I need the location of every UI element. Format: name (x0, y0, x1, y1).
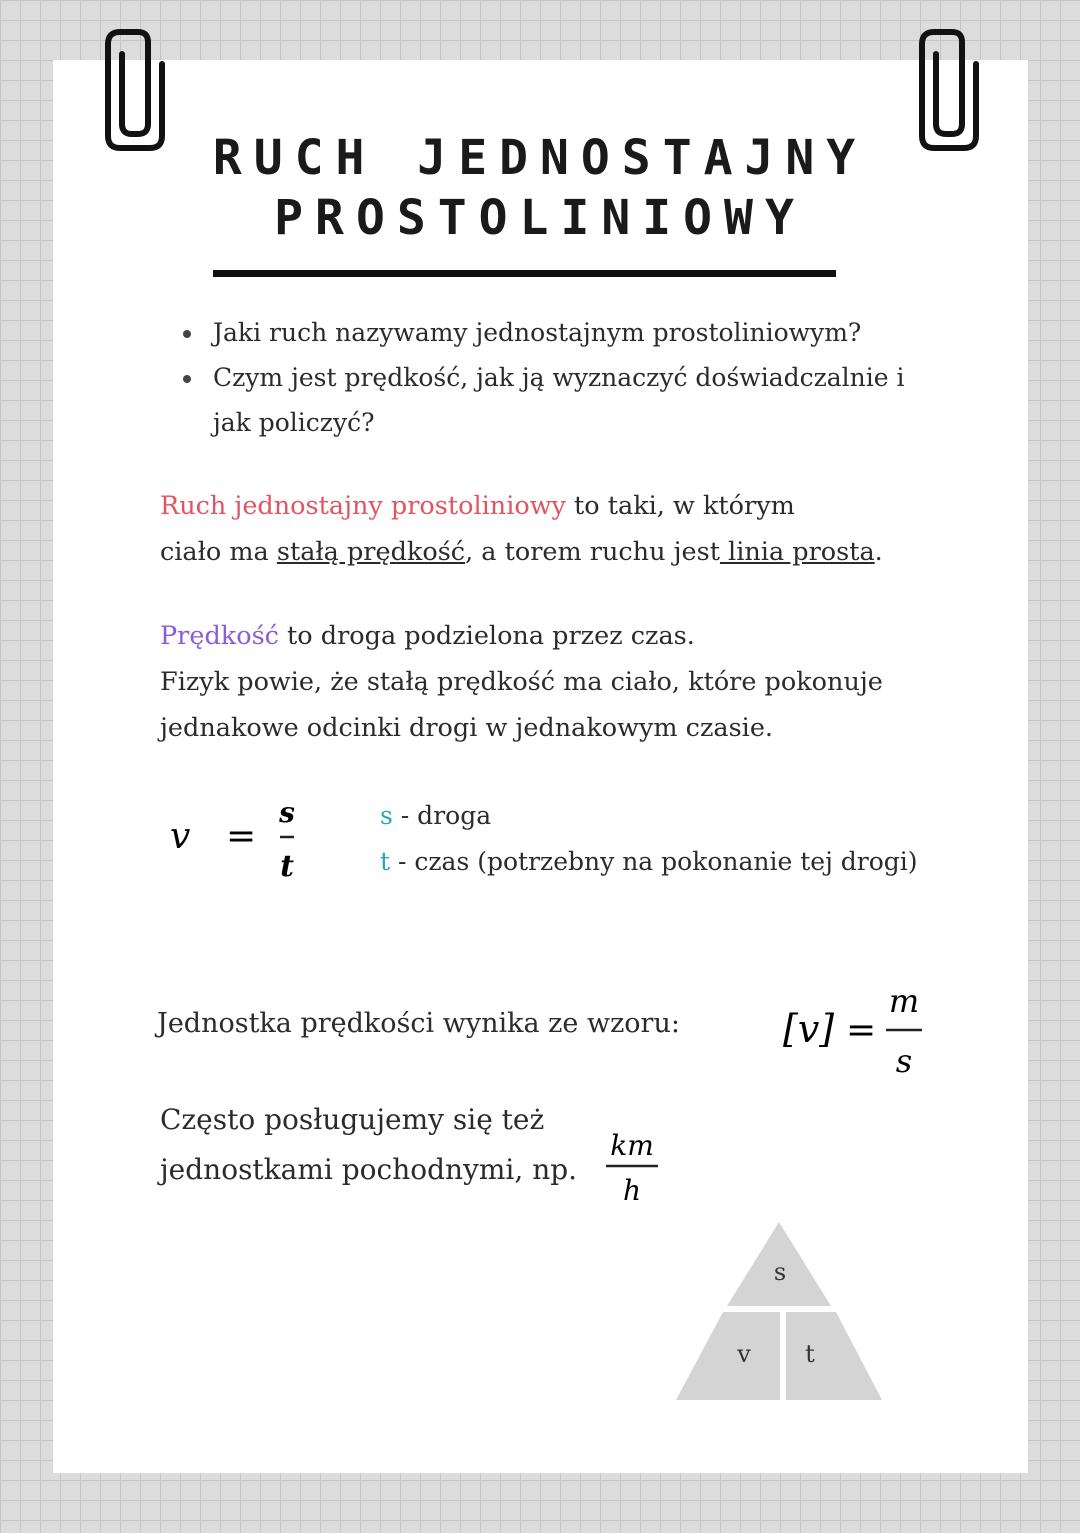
unit-formula (780, 980, 930, 1080)
velocity-formula (170, 790, 310, 890)
definition-text: ciało ma (160, 537, 277, 567)
unit-denominator: s (895, 1042, 913, 1080)
triangle-label-t: t (805, 1340, 815, 1368)
underlined-phrase: linia prosta (719, 537, 875, 567)
unit-eq: = (846, 1010, 877, 1051)
definition-paragraph (160, 483, 883, 575)
formula-numerator: s (279, 796, 295, 829)
kmh-denominator: h (622, 1174, 642, 1207)
definition-term: Ruch jednostajny prostoliniowy (160, 491, 566, 521)
triangle-label-s: s (773, 1258, 787, 1286)
page-title-line2: PROSTOLINIOWY (274, 190, 806, 246)
velocity-text: jednakowe odcinki drogi w jednakowym czasie. (160, 713, 774, 743)
legend-text-s: - droga (392, 801, 492, 830)
legend-symbol-s: s (380, 801, 393, 830)
definition-text: . (874, 537, 883, 567)
page-title-line1: RUCH JEDNOSTAJNY (212, 130, 868, 186)
derived-units-paragraph (160, 1095, 577, 1195)
triangle-right (786, 1312, 882, 1400)
definition-text: , a torem ruchu jest (465, 537, 720, 567)
formula-denominator: t (280, 849, 294, 884)
velocity-paragraph (160, 613, 883, 751)
derived-text: Często posługujemy się też (160, 1103, 545, 1136)
formula-eq: = (226, 816, 257, 857)
unit-lhs: [v] (783, 1007, 835, 1051)
kmh-fraction (604, 1125, 664, 1210)
question-list (183, 310, 913, 445)
triangle-label-v: v (737, 1340, 751, 1368)
velocity-text: to droga podzielona przez czas. (278, 621, 695, 651)
formula-triangle (676, 1222, 882, 1402)
kmh-numerator: km (610, 1129, 654, 1162)
unit-sentence: Jednostka prędkości wynika ze wzoru: (157, 1008, 680, 1039)
underlined-phrase: stałą prędkość (276, 537, 466, 567)
question-item: Czym jest prędkość, jak ją wyznaczyć doświadczalnie i jak policzyć? (183, 355, 913, 445)
unit-numerator: m (888, 982, 920, 1020)
definition-text: to taki, w którym (565, 491, 795, 521)
velocity-term: Prędkość (160, 621, 279, 651)
legend-text-t: - czas (potrzebny na pokonanie tej drogi) (390, 847, 918, 876)
triangle-left (676, 1312, 780, 1400)
question-item: Jaki ruch nazywamy jednostajnym prostoliniowym? (183, 310, 913, 355)
formula-legend (380, 793, 918, 885)
derived-text: jednostkami pochodnymi, np. (160, 1153, 578, 1186)
velocity-text: Fizyk powie, że stałą prędkość ma ciało, które pokonuje (160, 667, 883, 697)
title-underline (213, 270, 836, 277)
formula-lhs: v (170, 816, 191, 857)
legend-symbol-t: t (380, 847, 391, 876)
